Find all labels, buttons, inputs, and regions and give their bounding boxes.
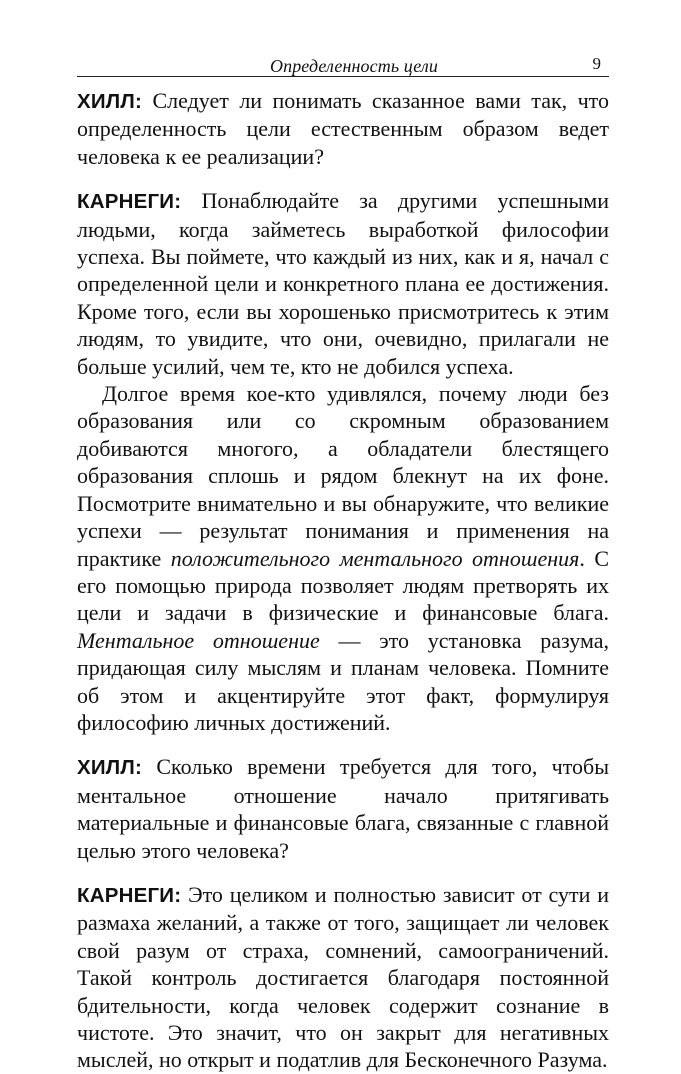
dialogue-text: Сколько времени требуется для того, чтобы ментальное отношение начало притягивать материальные и финансовые блага, связанные с главной целью этого человека? xyxy=(77,754,609,863)
speaker-label: ХИЛЛ: xyxy=(77,756,143,780)
paragraph-text: — это установка разума, придающая силу мыслям и планам человека. Помните об этом и акцентируйте этот факт, формулируя философию личных достижений. xyxy=(77,627,609,735)
dialogue-carnegie-answer-2 xyxy=(77,881,609,1074)
italic-term: положительного ментального отношения xyxy=(170,545,580,571)
italic-term: Ментальное отношение xyxy=(77,627,320,653)
dialogue-text: Следует ли понимать сказанное вами так, что определенность цели естественным образом ведет человека к ее реализации? xyxy=(77,88,609,169)
paragraph-text: Долгое время кое-кто удивлялся, почему люди без образования или со скромным образованием добиваются многого, а обладатели блестящего образования сплошь и рядом блекнут на их фоне. Посмотрите внимательно и вы обнаружите, что великие успехи — результат понимания и применения на практике xyxy=(77,381,609,571)
dialogue-carnegie-answer-1 xyxy=(77,187,609,380)
running-head xyxy=(77,48,609,77)
dialogue-text: Понаблюдайте за другими успешными людьми, когда займетесь выработкой философии успеха. Вы поймете, что каждый из них, как и я, начал с определенной цели и конкретного плана ее достижения. Кроме того, если вы хорошенько присмотритесь к этим людям, то увидите, что они, очевидно, прилагали не больше усилий, чем те, кто не добился успеха. xyxy=(77,188,609,379)
body-text xyxy=(77,87,609,1074)
page-number: 9 xyxy=(592,54,601,73)
paragraph-text: . С его помощью природа позволяет людям претворять их цели и задачи в физические и финансовые блага. xyxy=(77,545,609,626)
speaker-label: ХИЛЛ: xyxy=(77,90,143,113)
running-title: Определенность цели xyxy=(270,56,438,76)
dialogue-hill-question-1 xyxy=(77,87,609,170)
dialogue-text: Это целиком и полностью зависит от сути и размаха желаний, а также от того, защищает ли человек свой разум от страха, сомнений, самоограничений. Такой контроль достигается благодаря постоянной бдительности, когда человек содержит сознание в чистоте. Это значит, что он закрыт для негативных мыслей, но открыт и податлив для Бесконечного Разума. xyxy=(77,881,609,1073)
body-paragraph xyxy=(77,380,609,736)
book-page xyxy=(77,48,609,1074)
dialogue-hill-question-2 xyxy=(77,753,609,864)
speaker-label: КАРНЕГИ: xyxy=(77,883,182,907)
speaker-label: КАРНЕГИ: xyxy=(77,190,182,214)
